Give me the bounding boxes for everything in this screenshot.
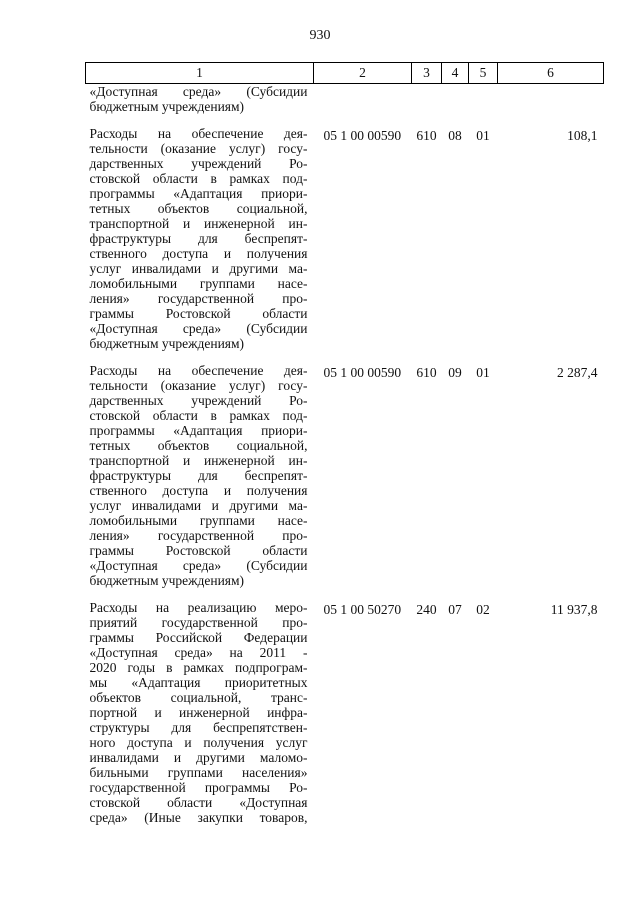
column-header: 6 (498, 63, 604, 84)
description-line: «Доступная среда» (Субсидии (89, 558, 308, 573)
description-line: ломобильными группами насе- (89, 276, 308, 291)
column-header: 1 (86, 63, 314, 84)
description-line: Расходы на реализацию меро- (89, 600, 308, 615)
section-code: 07 (448, 602, 462, 617)
description-line: стовской области в рамках под- (89, 171, 308, 186)
row-description (86, 126, 314, 363)
table-row (86, 84, 604, 127)
description-line: мы «Адаптация приоритетных (89, 675, 308, 690)
table-row (86, 600, 604, 825)
description-line: услуг инвалидами и другими ма- (89, 261, 308, 276)
expense-type-code: 610 (416, 365, 437, 380)
description-line: приятий государственной про- (89, 615, 308, 630)
table-row (86, 363, 604, 600)
table-header-row (86, 63, 604, 84)
description-line: «Доступная среда» (Субсидии (89, 321, 308, 336)
expense-type-code (412, 84, 442, 127)
expense-type-code: 240 (416, 602, 437, 617)
description-line: бильными группами населения» (89, 765, 308, 780)
row-description (86, 84, 314, 127)
target-article-code: 05 1 00 00590 (323, 128, 402, 143)
description-line: государственной программы Ро- (89, 780, 308, 795)
description-line: ственного доступа и получения (89, 246, 308, 261)
amount (498, 84, 604, 127)
description-line: бюджетным учреждениям) (89, 336, 245, 351)
section-code: 09 (448, 365, 462, 380)
column-header: 4 (442, 63, 469, 84)
description-line: граммы Ростовской области (89, 543, 308, 558)
section-code: 08 (448, 128, 462, 143)
description-line: ственного доступа и получения (89, 483, 308, 498)
description-line: «Доступная среда» на 2011 - (89, 645, 308, 660)
description-line: структуры для беспрепятствен- (89, 720, 308, 735)
description-line: программы «Адаптация приори- (89, 186, 308, 201)
description-line: дарственных учреждений Ро- (89, 156, 308, 171)
description-line: транспортной и инженерной ин- (89, 216, 308, 231)
description-line: Расходы на обеспечение дея- (89, 363, 308, 378)
description-line: объектов социальной, транс- (89, 690, 308, 705)
description-line: тетных объектов социальной, (89, 201, 308, 216)
description-line: ломобильными группами насе- (89, 513, 308, 528)
subsection-code: 01 (476, 128, 490, 143)
description-line: граммы Российской Федерации (89, 630, 308, 645)
budget-table (85, 62, 604, 825)
column-header: 3 (412, 63, 442, 84)
description-line: граммы Ростовской области (89, 306, 308, 321)
description-line: программы «Адаптация приори- (89, 423, 308, 438)
target-article-code: 05 1 00 00590 (323, 365, 402, 380)
description-line: «Доступная среда» (Субсидии (89, 84, 308, 99)
subsection-code: 01 (476, 365, 490, 380)
description-line: транспортной и инженерной ин- (89, 453, 308, 468)
description-line: фраструктуры для беспрепят- (89, 231, 308, 246)
description-line: тельности (оказание услуг) госу- (89, 378, 308, 393)
target-article-code: 05 1 00 50270 (323, 602, 402, 617)
description-line: услуг инвалидами и другими ма- (89, 498, 308, 513)
description-line: 2020 годы в рамках подпрограм- (89, 660, 308, 675)
column-header: 5 (469, 63, 498, 84)
description-line: ления» государственной про- (89, 291, 308, 306)
description-line: инвалидами и другими маломо- (89, 750, 308, 765)
row-description (86, 600, 314, 825)
description-line: портной и инженерной инфра- (89, 705, 308, 720)
description-line: Расходы на обеспечение дея- (89, 126, 308, 141)
section-code (442, 84, 469, 127)
description-line: дарственных учреждений Ро- (89, 393, 308, 408)
description-line: среда» (Иные закупки товаров, (89, 810, 308, 825)
description-line: тетных объектов социальной, (89, 438, 308, 453)
description-line: стовской области «Доступная (89, 795, 308, 810)
amount: 108,1 (567, 128, 598, 143)
description-line: фраструктуры для беспрепят- (89, 468, 308, 483)
subsection-code: 02 (476, 602, 490, 617)
subsection-code (469, 84, 498, 127)
table-row (86, 126, 604, 363)
description-line: бюджетным учреждениям) (89, 99, 245, 114)
description-line: ного доступа и получения услуг (89, 735, 308, 750)
column-header: 2 (314, 63, 412, 84)
amount: 11 937,8 (550, 602, 598, 617)
description-line: тельности (оказание услуг) госу- (89, 141, 308, 156)
description-line: ления» государственной про- (89, 528, 308, 543)
row-description (86, 363, 314, 600)
page-number: 930 (309, 28, 331, 43)
table-body (86, 84, 604, 826)
target-article-code (314, 84, 412, 127)
description-line: стовской области в рамках под- (89, 408, 308, 423)
amount: 2 287,4 (557, 365, 598, 380)
description-line: бюджетным учреждениям) (89, 573, 245, 588)
expense-type-code: 610 (416, 128, 437, 143)
